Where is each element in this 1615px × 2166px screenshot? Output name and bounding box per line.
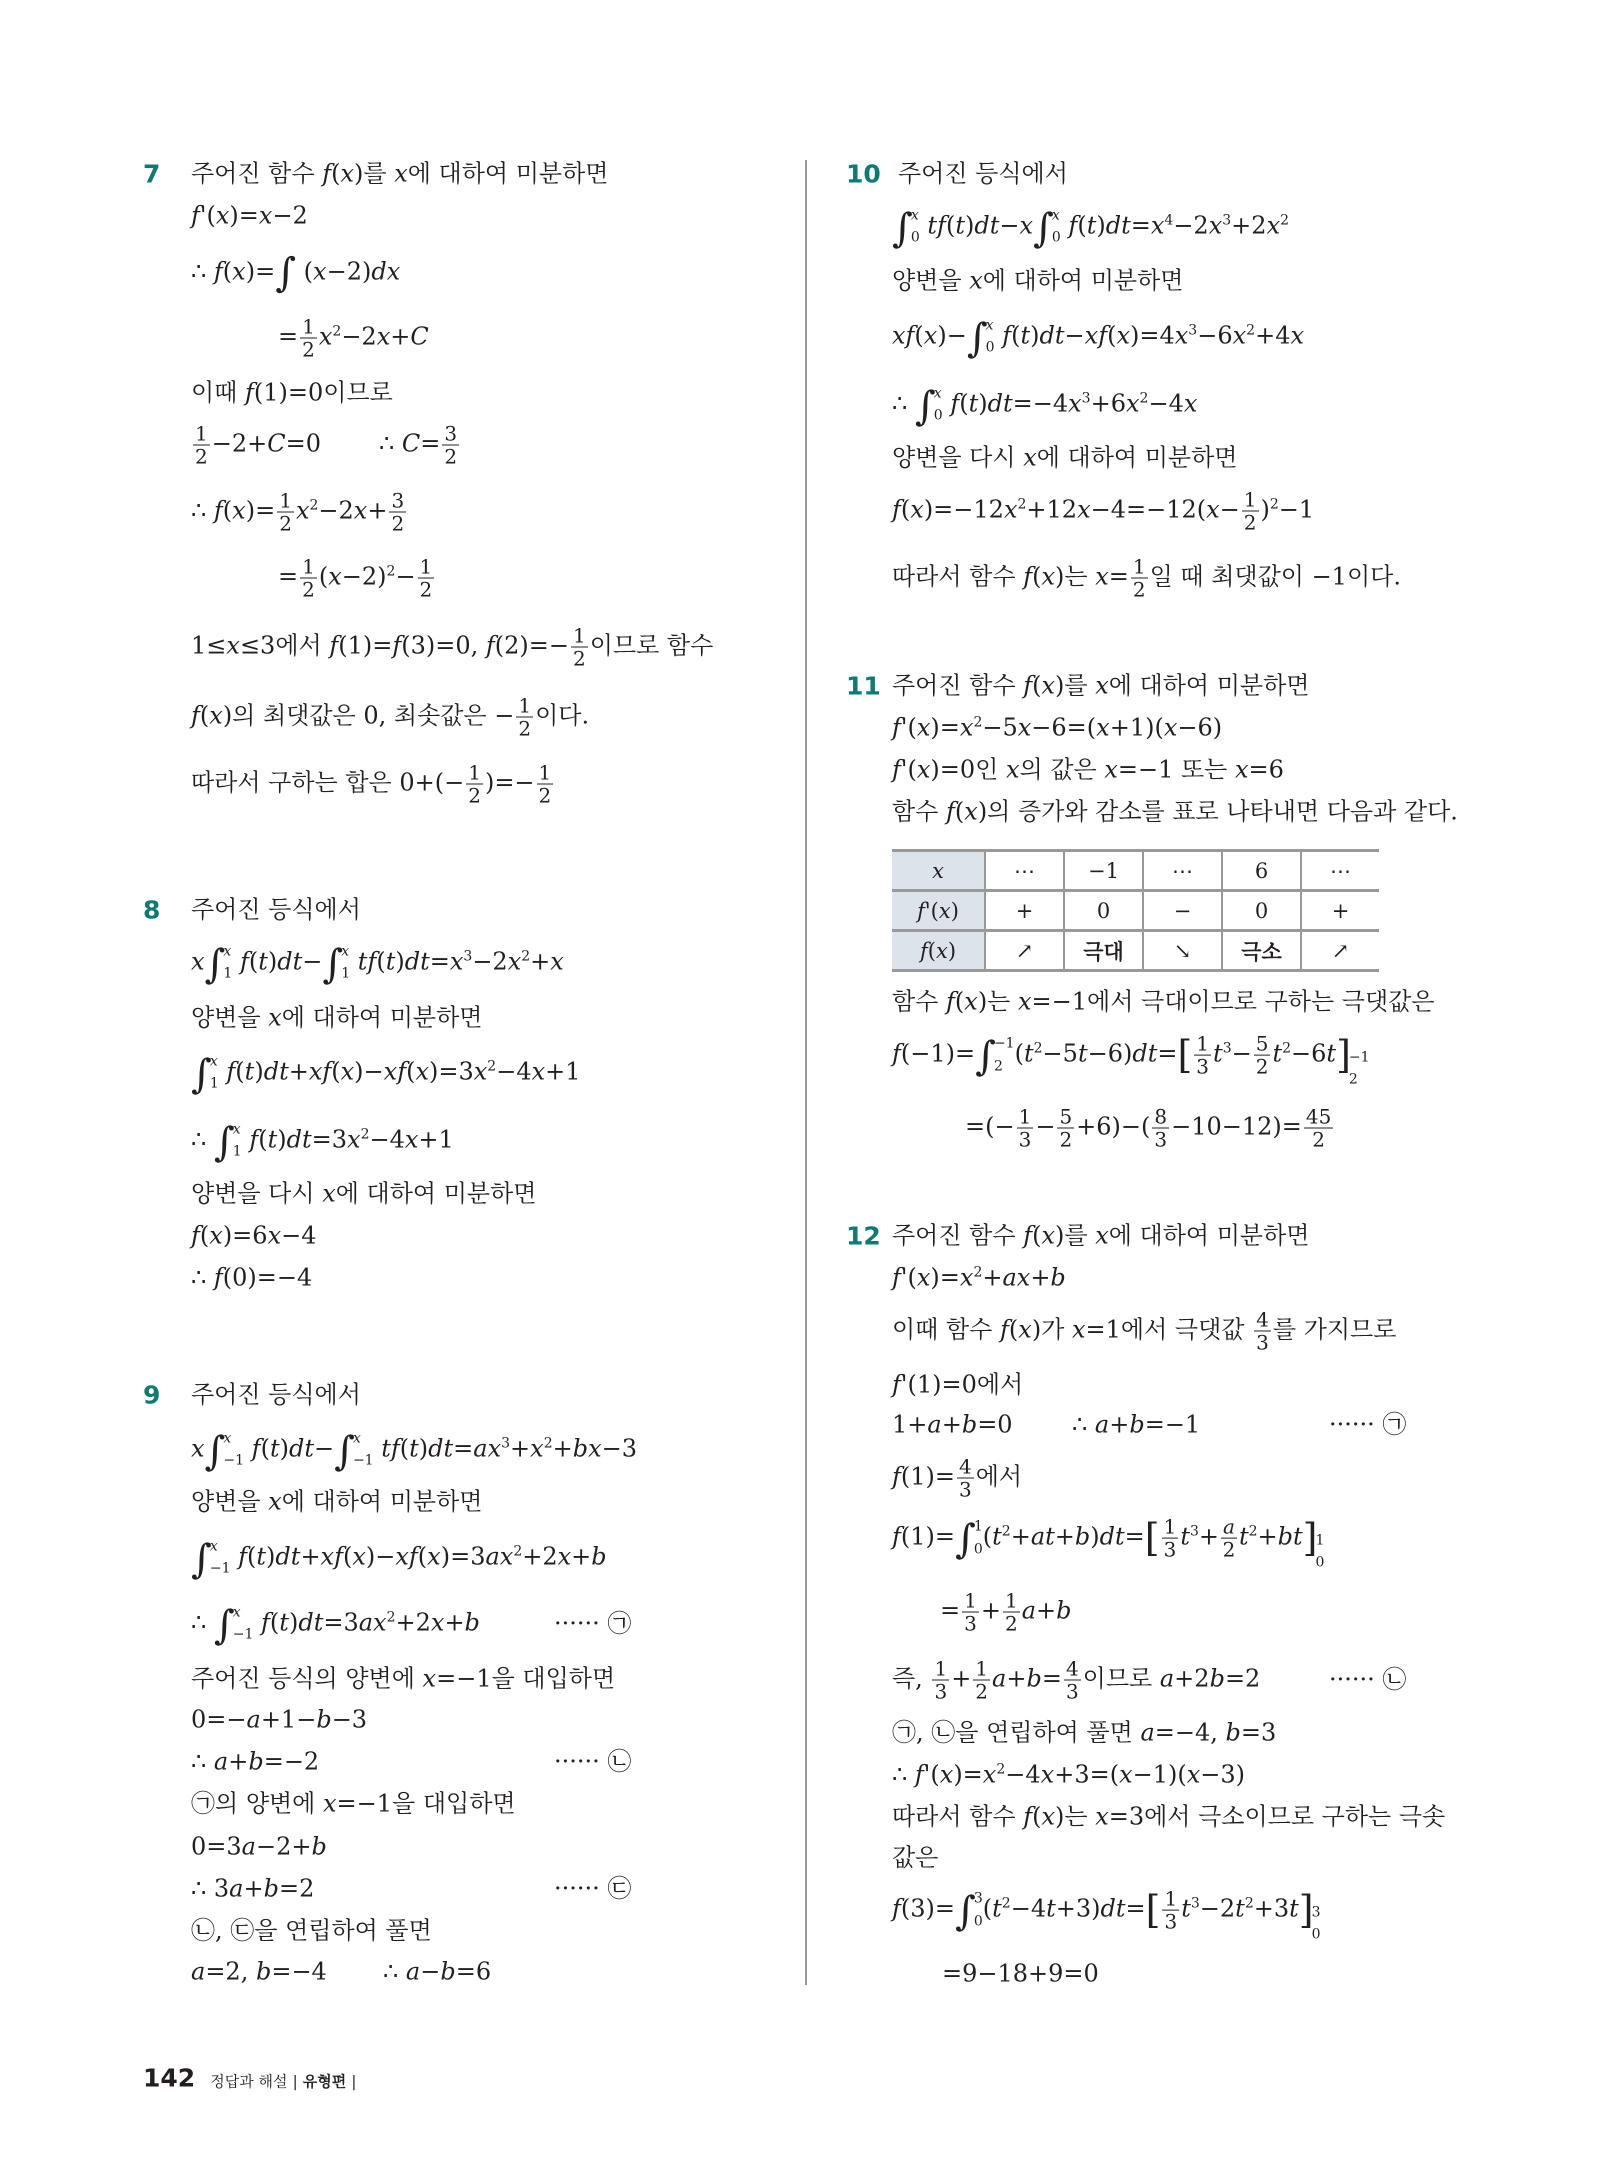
solution-line: = $\frac{1}{2}$ $(x-2)^2-$ $\frac{1}{2}$ (278, 554, 433, 602)
book-part: 유형편 (302, 2072, 347, 2091)
solution-line: f(3)= ∫ 3 0 $(t^2-4t+3)dt=$[ $\frac{1}{3}$ $t^3-2t^2+3t$] 3 0 (892, 1886, 1321, 1943)
solution-line: 양변을 x에 대하여 미분하면 (892, 266, 1184, 295)
solution-line: 양변을 x에 대하여 미분하면 (191, 1003, 483, 1032)
solution-line: 주어진 등식에서 (898, 159, 1068, 188)
column-divider (805, 160, 807, 1985)
solution-line: ∴ C= $\frac{3}{2}$ (379, 421, 458, 469)
solution-line: 주어진 등식에서 (191, 1380, 361, 1409)
solution-line: = $\frac{1}{2}$ $x^2-2x+C$ (278, 314, 429, 362)
solution-line: ∴ f(0)=−4 (191, 1263, 313, 1292)
solution-line: 값은 (892, 1843, 939, 1872)
equation-marker: ······ ㉠ (554, 1609, 632, 1638)
solution-line: 주어진 함수 f(x)를 x에 대하여 미분하면 (892, 1221, 1310, 1250)
solution-line: ∴ ∫ x 0 $f(t)dt=-4x^3+6x^2-4x$ (892, 383, 1198, 430)
solution-line: ∴ ∫ x −1 $f(t)dt=3ax^2+2x+b$ (191, 1602, 480, 1649)
solution-line: 함수 f(x)는 x=−1에서 극대이므로 구하는 극댓값은 (892, 987, 1435, 1016)
table-cell: − (1143, 891, 1222, 931)
solution-line: ∴ a+b=−2 (191, 1747, 320, 1776)
solution-line: 따라서 함수 f(x)는 x=3에서 극소이므로 구하는 극솟 (892, 1802, 1446, 1831)
increasing-arrow: ↗ (1301, 931, 1379, 971)
table-cell: + (985, 891, 1064, 931)
solution-line: ∴ f(x)= ∫ (x−2)dx (191, 250, 401, 296)
solution-line: 양변을 x에 대하여 미분하면 (191, 1487, 483, 1516)
solution-line: f(1)= ∫ 1 0 $(t^2+at+b)dt=$[ $\frac{1}{3}$ $t^3+$ $\frac{a}{2}$ $t^2+bt$] 1 0 (892, 1514, 1325, 1571)
page-number: 142 (143, 2063, 196, 2093)
table-cell: ⋯ (1143, 851, 1222, 891)
solution-line: 주어진 등식에서 (191, 895, 361, 924)
solution-line: ∴ ∫ x 1 $f(t)dt=3x^2-4x+1$ (191, 1119, 454, 1166)
table-cell: ⋯ (985, 851, 1064, 891)
solution-line: f(x)의 최댓값은 0, 최솟값은 − $\frac{1}{2}$ 이다. (191, 693, 590, 741)
table-cell: 극소 (1222, 931, 1301, 971)
book-section: 정답과 해설 (210, 2072, 288, 2091)
solution-line: 주어진 등식의 양변에 x=−1을 대입하면 (191, 1664, 616, 1693)
solution-line: xf(x)− ∫ x 0 $f(t)dt-xf(x)=4x^3-6x^2+4x$ (892, 315, 1305, 362)
table-cell: 0 (1064, 891, 1143, 931)
solution-line: 이때 f(1)=0이므로 (191, 378, 393, 407)
equation-marker: ······ ㉢ (554, 1874, 632, 1903)
solution-line: f(−1)= ∫ −1 2 $(t^2-5t-6)dt=$[ $\frac{1}{3}$ $t^3-$ $\frac{5}{2}$ $t^2-6t$] −1 2 (892, 1031, 1370, 1088)
solution-line: 0=3a−2+b (191, 1832, 327, 1861)
increasing-arrow: ↗ (985, 931, 1064, 971)
table-row (892, 931, 1379, 971)
solution-line: 주어진 함수 f(x)를 x에 대하여 미분하면 (892, 671, 1310, 700)
solution-line: ∫ x 1 $f(t)dt+xf(x)-xf(x)=3x^2-4x+1$ (191, 1051, 581, 1098)
solution-line: f'(x)=0인 x의 값은 x=−1 또는 x=6 (892, 755, 1284, 784)
solution-line: f'(x)=x−2 (191, 201, 308, 230)
table-cell: 6 (1222, 851, 1301, 891)
solution-line: ∴ a+b=−1 (1072, 1410, 1201, 1439)
separator: | (351, 2072, 357, 2091)
solution-line: ∫ x 0 tf(t)dt−x ∫ x 0 $f(t)dt=x^4-2x^3+2x^2$ (892, 205, 1290, 252)
solution-line: ∴ f(x)= $\frac{1}{2}$ $x^2-2x+$ $\frac{3}{2}$ (191, 488, 405, 536)
solution-line: $f(x)=-12x^2+12x-4=-12(x-$ $\frac{1}{2}$ )$^2$−1 (892, 487, 1315, 535)
table-header-cell: f'(x) (892, 891, 985, 931)
solution-line: $\frac{1}{2}$ −2+C=0 (195, 421, 321, 469)
solution-line: $f'(x)=x^2-5x-6=(x+1)(x-6)$ (892, 713, 1223, 742)
solution-line: ∫ x −1 $f(t)dt+xf(x)-xf(x)=3ax^2+2x+b$ (191, 1536, 607, 1583)
problem-number: 12 (846, 1221, 881, 1251)
solution-line: 주어진 함수 f(x)를 x에 대하여 미분하면 (191, 159, 609, 188)
solution-line: =(− $\frac{1}{3}$ − $\frac{5}{2}$ +6)−( $\frac{8}{3}$ −10−12)= $\frac{45}{2}$ (965, 1104, 1332, 1152)
solution-line: x ∫ x 1 f(t)dt− ∫ x 1 $tf(t)dt=x^3-2x^2+x$ (191, 941, 564, 988)
solution-line: 1≤x≤3에서 f(1)=f(3)=0, f(2)=− $\frac{1}{2}$ 이므로 함수 (191, 623, 714, 671)
table-cell: −1 (1064, 851, 1143, 891)
solution-line: 양변을 다시 x에 대하여 미분하면 (191, 1179, 537, 1208)
solution-line: ∴ $f'(x)=x^2-4x+3=(x-1)(x-3)$ (892, 1760, 1246, 1789)
page-footer (143, 2064, 356, 2093)
solution-line: x ∫ x −1 f(t)dt− ∫ x −1 $tf(t)dt=ax^3+x^2+bx-3$ (191, 1428, 638, 1475)
solution-line: ∴ 3a+b=2 (191, 1874, 315, 1903)
solution-line: $f'(x)=x^2+ax+b$ (892, 1263, 1066, 1292)
solution-line: 양변을 다시 x에 대하여 미분하면 (892, 443, 1238, 472)
solution-line: 따라서 구하는 합은 0+(− $\frac{1}{2}$ )=− $\frac{1}{2}$ (191, 760, 552, 808)
table-cell: 극대 (1064, 931, 1143, 971)
solution-line: 0=−a+1−b−3 (191, 1705, 368, 1734)
problem-number: 9 (143, 1380, 161, 1410)
solution-line: f(x)=6x−4 (191, 1221, 317, 1250)
solution-line: ㉠, ㉡을 연립하여 풀면 a=−4, b=3 (892, 1718, 1277, 1747)
solution-line: ㉡, ㉢을 연립하여 풀면 (191, 1916, 432, 1945)
solution-line: =9−18+9=0 (942, 1959, 1099, 1988)
problem-number: 8 (143, 895, 161, 925)
equation-marker: ······ ㉠ (1329, 1410, 1407, 1439)
solution-line: = $\frac{1}{3}$ + $\frac{1}{2}$ a+b (940, 1588, 1072, 1636)
table-header-cell: x (892, 851, 985, 891)
solution-line: 즉, $\frac{1}{3}$ + $\frac{1}{2}$ a+b= $\frac{4}{3}$ 이므로 a+2b=2 (892, 1656, 1261, 1704)
increase-decrease-table (892, 849, 1379, 972)
problem-number: 10 (846, 159, 881, 189)
decreasing-arrow: ↘ (1143, 931, 1222, 971)
table-row (892, 891, 1379, 931)
separator: | (292, 2072, 298, 2091)
solution-line: ㉠의 양변에 x=−1을 대입하면 (191, 1789, 516, 1818)
problem-number: 11 (846, 671, 881, 701)
solution-line: 이때 함수 f(x)가 x=1에서 극댓값 $\frac{4}{3}$ 를 가지므로 (892, 1307, 1397, 1355)
table-cell: + (1301, 891, 1379, 931)
solution-line: 따라서 함수 f(x)는 x= $\frac{1}{2}$ 일 때 최댓값이 −1이다. (892, 554, 1401, 602)
table-header-cell: f(x) (892, 931, 985, 971)
problem-number: 7 (143, 159, 161, 189)
solution-line: 1+a+b=0 (892, 1410, 1013, 1439)
equation-marker: ······ ㉡ (1329, 1665, 1407, 1694)
solution-line: ∴ a−b=6 (383, 1957, 492, 1986)
table-row (892, 851, 1379, 891)
solution-line: a=2, b=−4 (191, 1957, 327, 1986)
solution-line: 함수 f(x)의 증가와 감소를 표로 나타내면 다음과 같다. (892, 797, 1458, 826)
table-cell: ⋯ (1301, 851, 1379, 891)
solution-line: f'(1)=0에서 (892, 1370, 1024, 1399)
solution-line: f(1)= $\frac{4}{3}$ 에서 (892, 1454, 1023, 1502)
equation-marker: ······ ㉡ (554, 1747, 632, 1776)
table-cell: 0 (1222, 891, 1301, 931)
